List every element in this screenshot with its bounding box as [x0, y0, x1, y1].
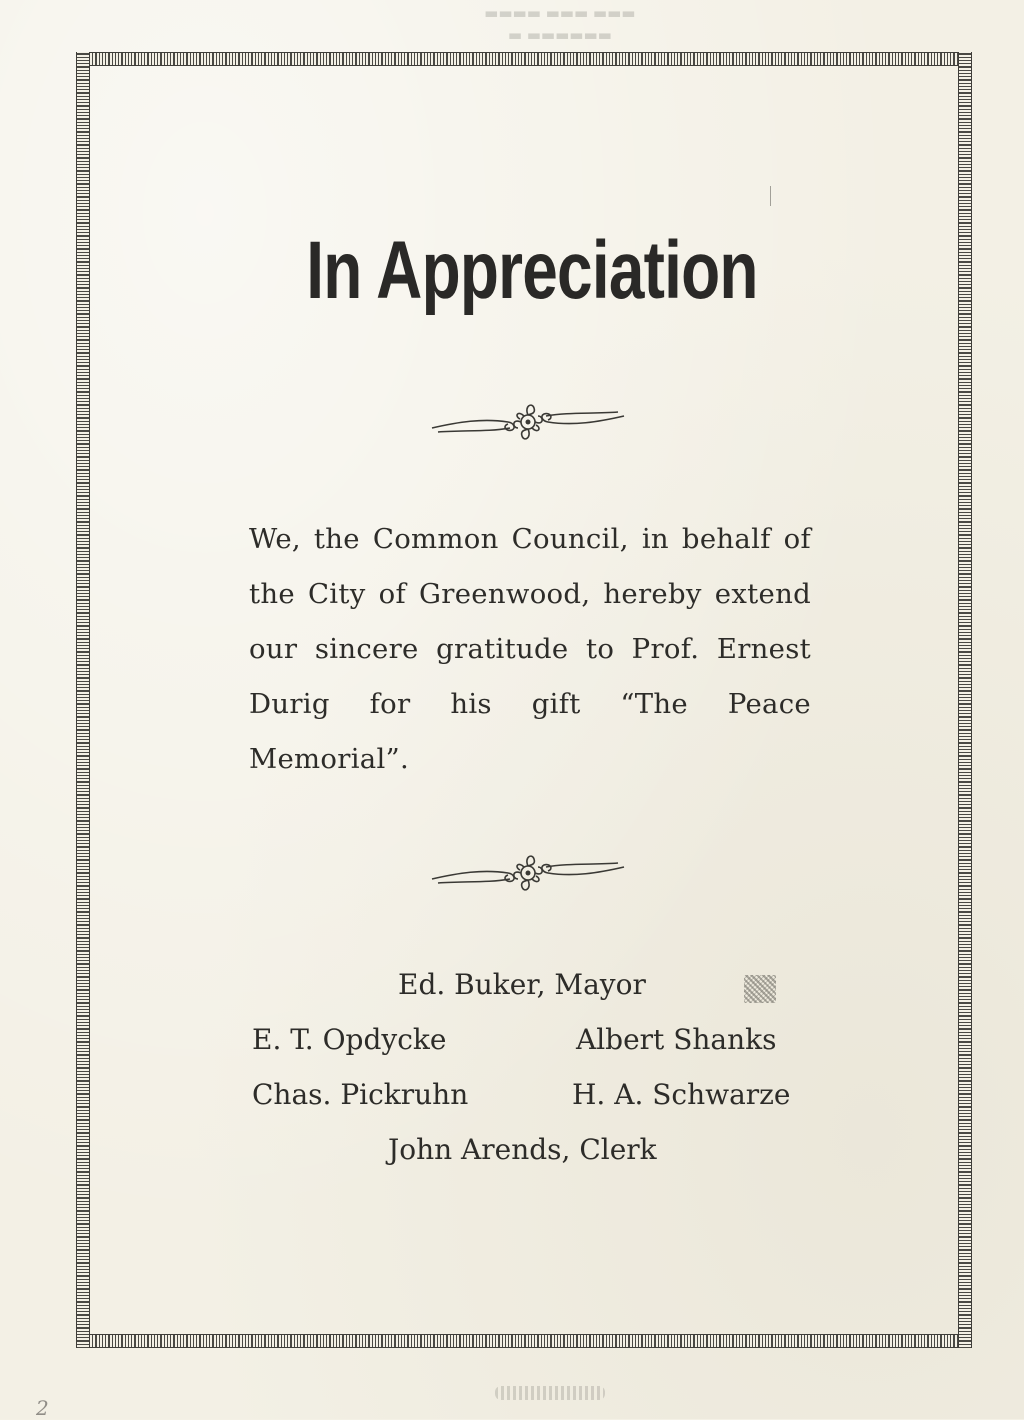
- signatory-council-4: H. A. Schwarze: [572, 1078, 791, 1111]
- bleed-through-text: ▬▬▬ ▬▬▬ ▬▬▬▬ ▬▬▬▬▬▬ ▬: [484, 4, 636, 44]
- border-right: [958, 52, 972, 1348]
- border-bottom: [76, 1334, 972, 1348]
- appreciation-text: We, the Common Council, in behalf of the City of Greenwood, hereby extend our sincere gratitude to Prof. Ernest Durig for his gift “The Peace Memorial”.: [249, 523, 811, 775]
- page-title: In Appreciation: [306, 225, 758, 316]
- signatory-council-3: Chas. Pickruhn: [252, 1078, 469, 1111]
- signatory-clerk: John Arends, Clerk: [388, 1133, 657, 1166]
- page-number-mark: 2: [36, 1396, 49, 1420]
- signatory-council-1: E. T. Opdycke: [252, 1023, 447, 1056]
- border-top: [76, 52, 972, 66]
- flourish-ornament-icon: [428, 843, 628, 903]
- bottom-smudge: [495, 1386, 605, 1400]
- signatory-council-2: Albert Shanks: [576, 1023, 777, 1056]
- flourish-ornament-icon: [428, 392, 628, 452]
- stray-mark: [770, 186, 771, 206]
- signatory-mayor: Ed. Buker, Mayor: [398, 968, 646, 1001]
- border-left: [76, 52, 90, 1348]
- ink-smudge: [744, 975, 776, 1003]
